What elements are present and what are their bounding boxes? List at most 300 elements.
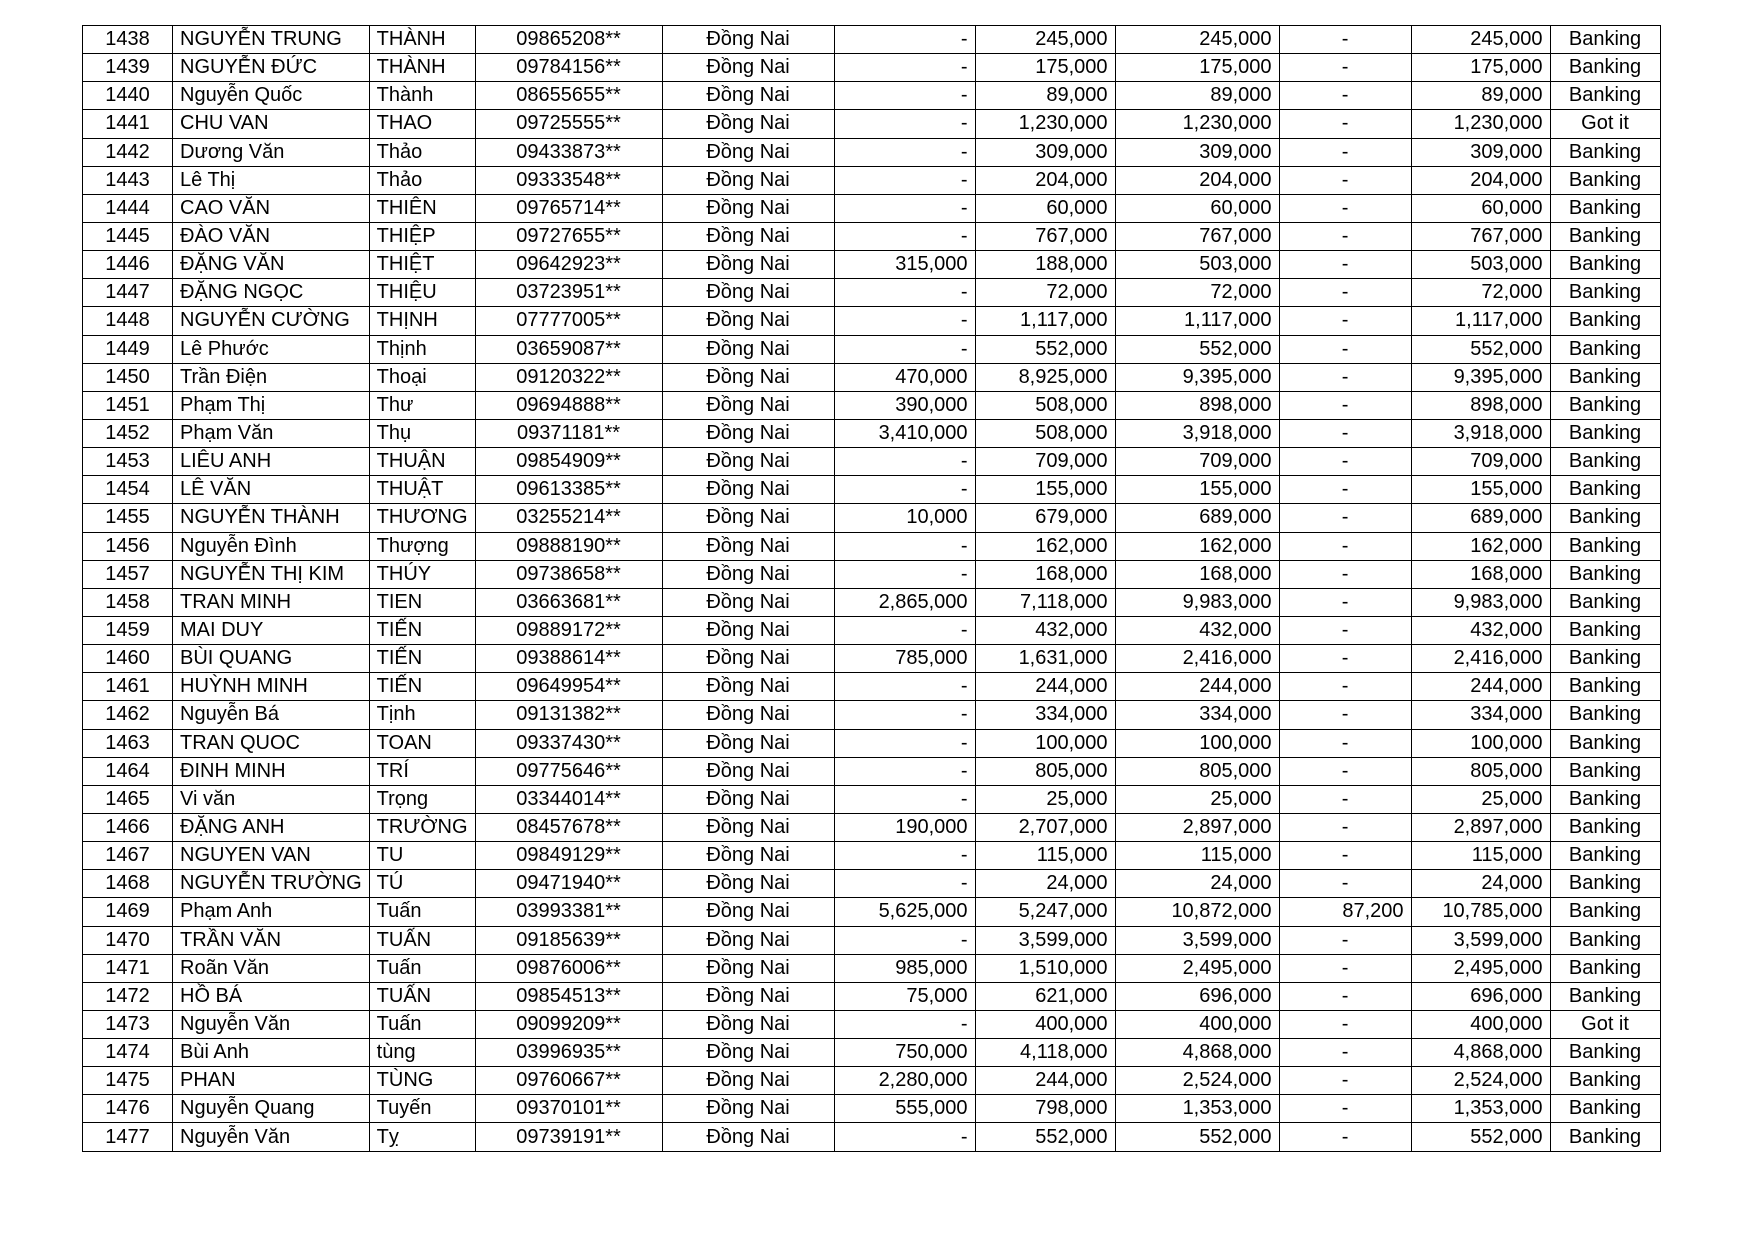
province-cell: Đồng Nai <box>662 729 834 757</box>
amount-b-cell: 552,000 <box>975 335 1115 363</box>
province-cell: Đồng Nai <box>662 251 834 279</box>
deduction-cell: - <box>1279 982 1411 1010</box>
payment-method-cell: Banking <box>1550 1067 1660 1095</box>
given-name-cell: TIẾN <box>369 673 475 701</box>
payment-method-cell: Banking <box>1550 813 1660 841</box>
row-number: 1447 <box>83 279 173 307</box>
amount-a-cell: - <box>834 926 975 954</box>
given-name-cell: Thảo <box>369 138 475 166</box>
net-cell: 432,000 <box>1411 616 1550 644</box>
surname-cell: ĐINH MINH <box>173 757 370 785</box>
table-row <box>83 842 1661 870</box>
amount-a-cell: 75,000 <box>834 982 975 1010</box>
amount-a-cell: 3,410,000 <box>834 419 975 447</box>
payment-method-cell: Banking <box>1550 279 1660 307</box>
row-number: 1442 <box>83 138 173 166</box>
total-cell: 1,117,000 <box>1115 307 1279 335</box>
net-cell: 244,000 <box>1411 673 1550 701</box>
net-cell: 400,000 <box>1411 1010 1550 1038</box>
given-name-cell: THƯƠNG <box>369 504 475 532</box>
phone-cell: 09765714** <box>475 194 662 222</box>
row-number: 1456 <box>83 532 173 560</box>
amount-a-cell: - <box>834 785 975 813</box>
surname-cell: Phạm Văn <box>173 419 370 447</box>
row-number: 1444 <box>83 194 173 222</box>
total-cell: 400,000 <box>1115 1010 1279 1038</box>
province-cell: Đồng Nai <box>662 757 834 785</box>
given-name-cell: THÀNH <box>369 54 475 82</box>
net-cell: 2,897,000 <box>1411 813 1550 841</box>
surname-cell: TRẦN VĂN <box>173 926 370 954</box>
payment-method-cell: Banking <box>1550 560 1660 588</box>
surname-cell: Vi văn <box>173 785 370 813</box>
phone-cell: 03663681** <box>475 588 662 616</box>
given-name-cell: TIẾN <box>369 616 475 644</box>
phone-cell: 09120322** <box>475 363 662 391</box>
deduction-cell: - <box>1279 448 1411 476</box>
province-cell: Đồng Nai <box>662 279 834 307</box>
payment-method-cell: Banking <box>1550 926 1660 954</box>
table-row <box>83 419 1661 447</box>
deduction-cell: - <box>1279 616 1411 644</box>
row-number: 1451 <box>83 391 173 419</box>
surname-cell: TRAN MINH <box>173 588 370 616</box>
given-name-cell: THUẬN <box>369 448 475 476</box>
payment-method-cell: Banking <box>1550 701 1660 729</box>
phone-cell: 03255214** <box>475 504 662 532</box>
amount-b-cell: 204,000 <box>975 166 1115 194</box>
province-cell: Đồng Nai <box>662 335 834 363</box>
total-cell: 9,983,000 <box>1115 588 1279 616</box>
amount-a-cell: - <box>834 1010 975 1038</box>
amount-a-cell: - <box>834 870 975 898</box>
surname-cell: Nguyễn Đình <box>173 532 370 560</box>
amount-b-cell: 1,230,000 <box>975 110 1115 138</box>
surname-cell: Lê Phước <box>173 335 370 363</box>
province-cell: Đồng Nai <box>662 1123 834 1151</box>
phone-cell: 09649954** <box>475 673 662 701</box>
table-row <box>83 251 1661 279</box>
total-cell: 2,416,000 <box>1115 645 1279 673</box>
net-cell: 689,000 <box>1411 504 1550 532</box>
row-number: 1463 <box>83 729 173 757</box>
payment-method-cell: Banking <box>1550 504 1660 532</box>
payment-method-cell: Banking <box>1550 898 1660 926</box>
phone-cell: 09775646** <box>475 757 662 785</box>
amount-b-cell: 175,000 <box>975 54 1115 82</box>
deduction-cell: - <box>1279 870 1411 898</box>
amount-a-cell: - <box>834 532 975 560</box>
surname-cell: Nguyễn Văn <box>173 1123 370 1151</box>
surname-cell: LIÊU ANH <box>173 448 370 476</box>
province-cell: Đồng Nai <box>662 785 834 813</box>
net-cell: 9,983,000 <box>1411 588 1550 616</box>
table-row <box>83 222 1661 250</box>
deduction-cell: - <box>1279 729 1411 757</box>
payment-method-cell: Got it <box>1550 1010 1660 1038</box>
row-number: 1473 <box>83 1010 173 1038</box>
payment-method-cell: Banking <box>1550 419 1660 447</box>
row-number: 1454 <box>83 476 173 504</box>
net-cell: 2,524,000 <box>1411 1067 1550 1095</box>
payment-method-cell: Banking <box>1550 1123 1660 1151</box>
amount-a-cell: - <box>834 166 975 194</box>
amount-a-cell: 985,000 <box>834 954 975 982</box>
payment-method-cell: Banking <box>1550 588 1660 616</box>
province-cell: Đồng Nai <box>662 954 834 982</box>
net-cell: 3,599,000 <box>1411 926 1550 954</box>
given-name-cell: TIEN <box>369 588 475 616</box>
given-name-cell: Tuấn <box>369 954 475 982</box>
phone-cell: 09854909** <box>475 448 662 476</box>
amount-a-cell: 315,000 <box>834 251 975 279</box>
province-cell: Đồng Nai <box>662 54 834 82</box>
amount-b-cell: 798,000 <box>975 1095 1115 1123</box>
net-cell: 60,000 <box>1411 194 1550 222</box>
deduction-cell: - <box>1279 476 1411 504</box>
deduction-cell: - <box>1279 813 1411 841</box>
deduction-cell: - <box>1279 307 1411 335</box>
row-number: 1472 <box>83 982 173 1010</box>
payment-method-cell: Banking <box>1550 1039 1660 1067</box>
given-name-cell: Tuyến <box>369 1095 475 1123</box>
deduction-cell: - <box>1279 110 1411 138</box>
phone-cell: 09471940** <box>475 870 662 898</box>
amount-a-cell: - <box>834 335 975 363</box>
table-row <box>83 166 1661 194</box>
phone-cell: 09370101** <box>475 1095 662 1123</box>
table-row <box>83 813 1661 841</box>
row-number: 1443 <box>83 166 173 194</box>
deduction-cell: - <box>1279 842 1411 870</box>
deduction-cell: - <box>1279 1039 1411 1067</box>
deduction-cell: - <box>1279 1010 1411 1038</box>
amount-a-cell: - <box>834 448 975 476</box>
amount-a-cell: - <box>834 757 975 785</box>
table-row <box>83 870 1661 898</box>
amount-b-cell: 309,000 <box>975 138 1115 166</box>
table-row <box>83 1010 1661 1038</box>
surname-cell: NGUYỄN THỊ KIM <box>173 560 370 588</box>
surname-cell: Roãn Văn <box>173 954 370 982</box>
row-number: 1464 <box>83 757 173 785</box>
given-name-cell: Thảo <box>369 166 475 194</box>
given-name-cell: Tuấn <box>369 1010 475 1038</box>
phone-cell: 09760667** <box>475 1067 662 1095</box>
total-cell: 709,000 <box>1115 448 1279 476</box>
total-cell: 2,495,000 <box>1115 954 1279 982</box>
phone-cell: 03993381** <box>475 898 662 926</box>
deduction-cell: - <box>1279 954 1411 982</box>
phone-cell: 09333548** <box>475 166 662 194</box>
province-cell: Đồng Nai <box>662 1039 834 1067</box>
phone-cell: 03723951** <box>475 279 662 307</box>
amount-a-cell: 10,000 <box>834 504 975 532</box>
amount-a-cell: - <box>834 194 975 222</box>
surname-cell: ĐÀO VĂN <box>173 222 370 250</box>
given-name-cell: Thành <box>369 82 475 110</box>
amount-b-cell: 168,000 <box>975 560 1115 588</box>
payment-method-cell: Banking <box>1550 870 1660 898</box>
province-cell: Đồng Nai <box>662 82 834 110</box>
total-cell: 245,000 <box>1115 26 1279 54</box>
net-cell: 309,000 <box>1411 138 1550 166</box>
province-cell: Đồng Nai <box>662 842 834 870</box>
payment-method-cell: Banking <box>1550 54 1660 82</box>
net-cell: 334,000 <box>1411 701 1550 729</box>
row-number: 1450 <box>83 363 173 391</box>
deduction-cell: - <box>1279 222 1411 250</box>
phone-cell: 08655655** <box>475 82 662 110</box>
given-name-cell: Thượng <box>369 532 475 560</box>
surname-cell: NGUYEN VAN <box>173 842 370 870</box>
phone-cell: 09854513** <box>475 982 662 1010</box>
row-number: 1470 <box>83 926 173 954</box>
table-row <box>83 335 1661 363</box>
payment-method-cell: Banking <box>1550 616 1660 644</box>
given-name-cell: Tuấn <box>369 898 475 926</box>
surname-cell: LÊ VĂN <box>173 476 370 504</box>
surname-cell: CAO VĂN <box>173 194 370 222</box>
table-row <box>83 560 1661 588</box>
surname-cell: ĐẶNG ANH <box>173 813 370 841</box>
province-cell: Đồng Nai <box>662 588 834 616</box>
deduction-cell: - <box>1279 588 1411 616</box>
table-row <box>83 110 1661 138</box>
surname-cell: CHU VAN <box>173 110 370 138</box>
table-row <box>83 279 1661 307</box>
amount-a-cell: - <box>834 26 975 54</box>
deduction-cell: - <box>1279 645 1411 673</box>
amount-b-cell: 7,118,000 <box>975 588 1115 616</box>
amount-b-cell: 805,000 <box>975 757 1115 785</box>
net-cell: 696,000 <box>1411 982 1550 1010</box>
net-cell: 709,000 <box>1411 448 1550 476</box>
amount-a-cell: 470,000 <box>834 363 975 391</box>
deduction-cell: - <box>1279 82 1411 110</box>
surname-cell: Dương Văn <box>173 138 370 166</box>
row-number: 1438 <box>83 26 173 54</box>
amount-b-cell: 24,000 <box>975 870 1115 898</box>
amount-a-cell: 5,625,000 <box>834 898 975 926</box>
row-number: 1475 <box>83 1067 173 1095</box>
given-name-cell: THIÊN <box>369 194 475 222</box>
net-cell: 4,868,000 <box>1411 1039 1550 1067</box>
net-cell: 204,000 <box>1411 166 1550 194</box>
row-number: 1446 <box>83 251 173 279</box>
payment-method-cell: Banking <box>1550 785 1660 813</box>
phone-cell: 09642923** <box>475 251 662 279</box>
province-cell: Đồng Nai <box>662 138 834 166</box>
net-cell: 10,785,000 <box>1411 898 1550 926</box>
table-row <box>83 138 1661 166</box>
phone-cell: 09388614** <box>475 645 662 673</box>
table-row <box>83 982 1661 1010</box>
row-number: 1465 <box>83 785 173 813</box>
table-row <box>83 616 1661 644</box>
surname-cell: NGUYỄN THÀNH <box>173 504 370 532</box>
given-name-cell: THIỆU <box>369 279 475 307</box>
province-cell: Đồng Nai <box>662 110 834 138</box>
given-name-cell: TIẾN <box>369 645 475 673</box>
total-cell: 10,872,000 <box>1115 898 1279 926</box>
table-row <box>83 194 1661 222</box>
amount-b-cell: 155,000 <box>975 476 1115 504</box>
deduction-cell: - <box>1279 26 1411 54</box>
amount-b-cell: 25,000 <box>975 785 1115 813</box>
phone-cell: 09865208** <box>475 26 662 54</box>
row-number: 1449 <box>83 335 173 363</box>
phone-cell: 09337430** <box>475 729 662 757</box>
payment-method-cell: Banking <box>1550 645 1660 673</box>
net-cell: 805,000 <box>1411 757 1550 785</box>
net-cell: 1,117,000 <box>1411 307 1550 335</box>
payment-method-cell: Banking <box>1550 729 1660 757</box>
net-cell: 552,000 <box>1411 1123 1550 1151</box>
given-name-cell: THAO <box>369 110 475 138</box>
surname-cell: Bùi Anh <box>173 1039 370 1067</box>
table-row <box>83 504 1661 532</box>
deduction-cell: - <box>1279 785 1411 813</box>
phone-cell: 09185639** <box>475 926 662 954</box>
net-cell: 168,000 <box>1411 560 1550 588</box>
phone-cell: 03659087** <box>475 335 662 363</box>
row-number: 1474 <box>83 1039 173 1067</box>
net-cell: 898,000 <box>1411 391 1550 419</box>
payment-method-cell: Banking <box>1550 532 1660 560</box>
amount-a-cell: - <box>834 279 975 307</box>
province-cell: Đồng Nai <box>662 870 834 898</box>
amount-a-cell: - <box>834 54 975 82</box>
row-number: 1459 <box>83 616 173 644</box>
net-cell: 162,000 <box>1411 532 1550 560</box>
amount-a-cell: - <box>834 222 975 250</box>
deduction-cell: - <box>1279 532 1411 560</box>
amount-b-cell: 400,000 <box>975 1010 1115 1038</box>
province-cell: Đồng Nai <box>662 701 834 729</box>
amount-a-cell: 2,280,000 <box>834 1067 975 1095</box>
table-row <box>83 673 1661 701</box>
given-name-cell: Tịnh <box>369 701 475 729</box>
amount-b-cell: 621,000 <box>975 982 1115 1010</box>
amount-b-cell: 3,599,000 <box>975 926 1115 954</box>
amount-a-cell: - <box>834 842 975 870</box>
surname-cell: TRAN QUOC <box>173 729 370 757</box>
amount-a-cell: 190,000 <box>834 813 975 841</box>
row-number: 1457 <box>83 560 173 588</box>
given-name-cell: TÚ <box>369 870 475 898</box>
amount-b-cell: 162,000 <box>975 532 1115 560</box>
amount-b-cell: 552,000 <box>975 1123 1115 1151</box>
deduction-cell: - <box>1279 701 1411 729</box>
row-number: 1445 <box>83 222 173 250</box>
payment-method-cell: Banking <box>1550 82 1660 110</box>
net-cell: 1,230,000 <box>1411 110 1550 138</box>
phone-cell: 09694888** <box>475 391 662 419</box>
table-row <box>83 954 1661 982</box>
province-cell: Đồng Nai <box>662 532 834 560</box>
row-number: 1469 <box>83 898 173 926</box>
amount-a-cell: - <box>834 110 975 138</box>
row-number: 1460 <box>83 645 173 673</box>
amount-b-cell: 2,707,000 <box>975 813 1115 841</box>
given-name-cell: TUẤN <box>369 926 475 954</box>
total-cell: 100,000 <box>1115 729 1279 757</box>
amount-a-cell: 2,865,000 <box>834 588 975 616</box>
row-number: 1458 <box>83 588 173 616</box>
payment-method-cell: Banking <box>1550 26 1660 54</box>
net-cell: 72,000 <box>1411 279 1550 307</box>
given-name-cell: Thư <box>369 391 475 419</box>
surname-cell: ĐẶNG VĂN <box>173 251 370 279</box>
net-cell: 24,000 <box>1411 870 1550 898</box>
given-name-cell: Thịnh <box>369 335 475 363</box>
province-cell: Đồng Nai <box>662 1095 834 1123</box>
given-name-cell: THIỆP <box>369 222 475 250</box>
table-row <box>83 54 1661 82</box>
table-row <box>83 757 1661 785</box>
table-row <box>83 26 1661 54</box>
total-cell: 3,918,000 <box>1115 419 1279 447</box>
phone-cell: 09738658** <box>475 560 662 588</box>
given-name-cell: Thụ <box>369 419 475 447</box>
total-cell: 696,000 <box>1115 982 1279 1010</box>
amount-b-cell: 4,118,000 <box>975 1039 1115 1067</box>
surname-cell: HỒ BÁ <box>173 982 370 1010</box>
given-name-cell: TÙNG <box>369 1067 475 1095</box>
phone-cell: 09433873** <box>475 138 662 166</box>
province-cell: Đồng Nai <box>662 307 834 335</box>
amount-b-cell: 1,117,000 <box>975 307 1115 335</box>
payment-method-cell: Banking <box>1550 363 1660 391</box>
total-cell: 115,000 <box>1115 842 1279 870</box>
surname-cell: Trần Điện <box>173 363 370 391</box>
row-number: 1471 <box>83 954 173 982</box>
province-cell: Đồng Nai <box>662 448 834 476</box>
province-cell: Đồng Nai <box>662 222 834 250</box>
phone-cell: 09099209** <box>475 1010 662 1038</box>
row-number: 1441 <box>83 110 173 138</box>
net-cell: 100,000 <box>1411 729 1550 757</box>
province-cell: Đồng Nai <box>662 26 834 54</box>
phone-cell: 03344014** <box>475 785 662 813</box>
phone-cell: 09613385** <box>475 476 662 504</box>
total-cell: 60,000 <box>1115 194 1279 222</box>
amount-a-cell: - <box>834 138 975 166</box>
amount-b-cell: 1,631,000 <box>975 645 1115 673</box>
surname-cell: Nguyễn Văn <box>173 1010 370 1038</box>
table-row <box>83 701 1661 729</box>
phone-cell: 09131382** <box>475 701 662 729</box>
deduction-cell: - <box>1279 673 1411 701</box>
amount-a-cell: - <box>834 307 975 335</box>
total-cell: 3,599,000 <box>1115 926 1279 954</box>
total-cell: 767,000 <box>1115 222 1279 250</box>
payment-method-cell: Banking <box>1550 307 1660 335</box>
net-cell: 2,495,000 <box>1411 954 1550 982</box>
table-row <box>83 588 1661 616</box>
net-cell: 115,000 <box>1411 842 1550 870</box>
table-row <box>83 363 1661 391</box>
province-cell: Đồng Nai <box>662 476 834 504</box>
amount-b-cell: 244,000 <box>975 673 1115 701</box>
net-cell: 89,000 <box>1411 82 1550 110</box>
row-number: 1455 <box>83 504 173 532</box>
total-cell: 25,000 <box>1115 785 1279 813</box>
payment-method-cell: Banking <box>1550 1095 1660 1123</box>
deduction-cell: - <box>1279 391 1411 419</box>
table-row <box>83 898 1661 926</box>
